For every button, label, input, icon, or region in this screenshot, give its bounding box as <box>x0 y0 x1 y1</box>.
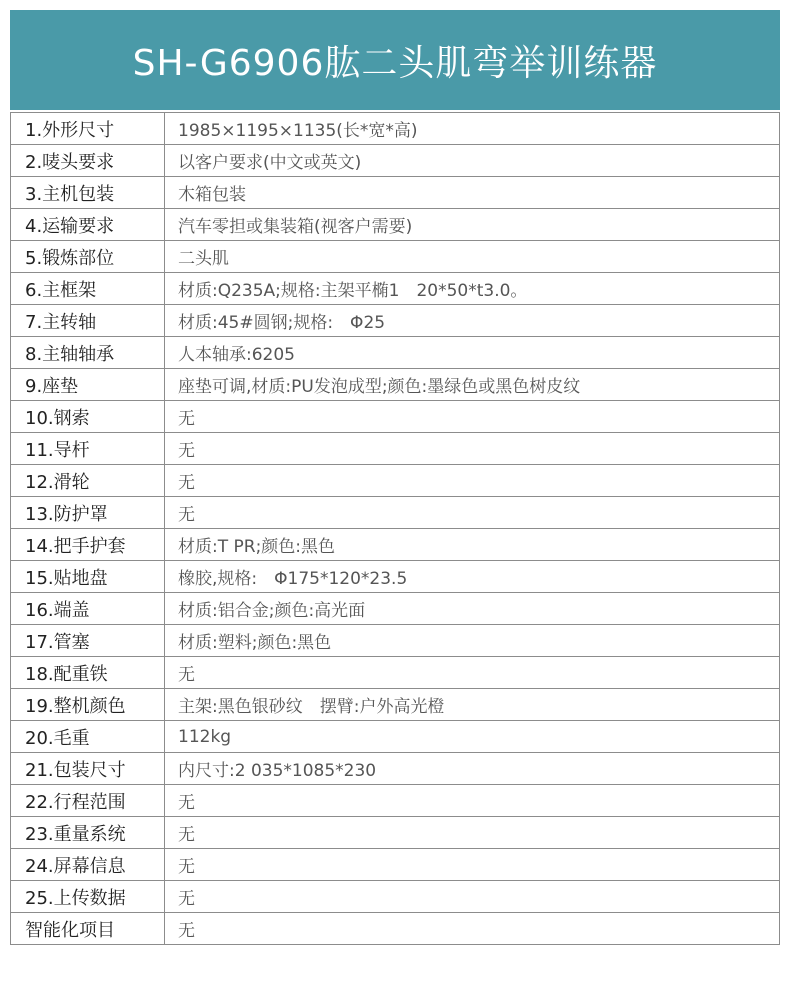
table-row <box>11 241 780 273</box>
table-row <box>11 369 780 401</box>
row-value: 无 <box>165 817 780 849</box>
row-value: 无 <box>165 433 780 465</box>
row-label: 14.把手护套 <box>11 529 165 561</box>
row-label: 19.整机颜色 <box>11 689 165 721</box>
table-row <box>11 625 780 657</box>
title-banner <box>10 10 780 110</box>
row-value: 主架:黑色银砂纹 摆臂:户外高光橙 <box>165 689 780 721</box>
table-row <box>11 273 780 305</box>
row-label: 13.防护罩 <box>11 497 165 529</box>
row-value: 无 <box>165 849 780 881</box>
table-row <box>11 337 780 369</box>
table-row <box>11 753 780 785</box>
table-row <box>11 401 780 433</box>
row-label: 23.重量系统 <box>11 817 165 849</box>
row-value: 无 <box>165 657 780 689</box>
row-value: 人本轴承:6205 <box>165 337 780 369</box>
row-value: 木箱包装 <box>165 177 780 209</box>
row-label: 22.行程范围 <box>11 785 165 817</box>
row-value: 以客户要求(中文或英文) <box>165 145 780 177</box>
table-row <box>11 113 780 145</box>
row-label: 25.上传数据 <box>11 881 165 913</box>
table-row <box>11 177 780 209</box>
row-value: 二头肌 <box>165 241 780 273</box>
row-label: 6.主框架 <box>11 273 165 305</box>
table-row <box>11 913 780 945</box>
row-label: 1.外形尺寸 <box>11 113 165 145</box>
row-value: 汽车零担或集装箱(视客户需要) <box>165 209 780 241</box>
table-row <box>11 785 780 817</box>
row-value: 无 <box>165 785 780 817</box>
row-value: 无 <box>165 497 780 529</box>
row-label: 智能化项目 <box>11 913 165 945</box>
table-row <box>11 657 780 689</box>
row-value: 材质:塑料;颜色:黑色 <box>165 625 780 657</box>
row-label: 11.导杆 <box>11 433 165 465</box>
row-label: 10.钢索 <box>11 401 165 433</box>
row-label: 15.贴地盘 <box>11 561 165 593</box>
row-label: 24.屏幕信息 <box>11 849 165 881</box>
table-row <box>11 305 780 337</box>
row-value: 无 <box>165 913 780 945</box>
row-label: 7.主转轴 <box>11 305 165 337</box>
table-row <box>11 433 780 465</box>
row-label: 3.主机包装 <box>11 177 165 209</box>
table-row <box>11 817 780 849</box>
table-row <box>11 497 780 529</box>
row-value: 无 <box>165 465 780 497</box>
table-row <box>11 689 780 721</box>
row-label: 2.唛头要求 <box>11 145 165 177</box>
row-label: 21.包装尺寸 <box>11 753 165 785</box>
row-value: 材质:T PR;颜色:黑色 <box>165 529 780 561</box>
table-row <box>11 465 780 497</box>
row-label: 8.主轴轴承 <box>11 337 165 369</box>
row-label: 17.管塞 <box>11 625 165 657</box>
row-label: 12.滑轮 <box>11 465 165 497</box>
row-label: 4.运输要求 <box>11 209 165 241</box>
table-row <box>11 721 780 753</box>
table-row <box>11 145 780 177</box>
row-label: 9.座垫 <box>11 369 165 401</box>
spec-table <box>10 112 780 945</box>
table-row <box>11 529 780 561</box>
row-label: 18.配重铁 <box>11 657 165 689</box>
row-value: 材质:45#圆钢;规格: Φ25 <box>165 305 780 337</box>
table-row <box>11 849 780 881</box>
spec-table-body <box>11 113 780 945</box>
row-label: 16.端盖 <box>11 593 165 625</box>
table-row <box>11 561 780 593</box>
row-value: 材质:铝合金;颜色:高光面 <box>165 593 780 625</box>
page-title: SH-G6906肱二头肌弯举训练器 <box>132 42 658 84</box>
row-value: 内尺寸:2 035*1085*230 <box>165 753 780 785</box>
row-value: 座垫可调,材质:PU发泡成型;颜色:墨绿色或黑色树皮纹 <box>165 369 780 401</box>
row-value: 材质:Q235A;规格:主架平椭1 20*50*t3.0。 <box>165 273 780 305</box>
row-label: 5.锻炼部位 <box>11 241 165 273</box>
table-row <box>11 881 780 913</box>
table-row <box>11 593 780 625</box>
row-value: 橡胶,规格: Φ175*120*23.5 <box>165 561 780 593</box>
table-row <box>11 209 780 241</box>
row-value: 无 <box>165 881 780 913</box>
row-value: 112kg <box>165 721 780 753</box>
row-label: 20.毛重 <box>11 721 165 753</box>
row-value: 1985×1195×1135(长*宽*高) <box>165 113 780 145</box>
row-value: 无 <box>165 401 780 433</box>
